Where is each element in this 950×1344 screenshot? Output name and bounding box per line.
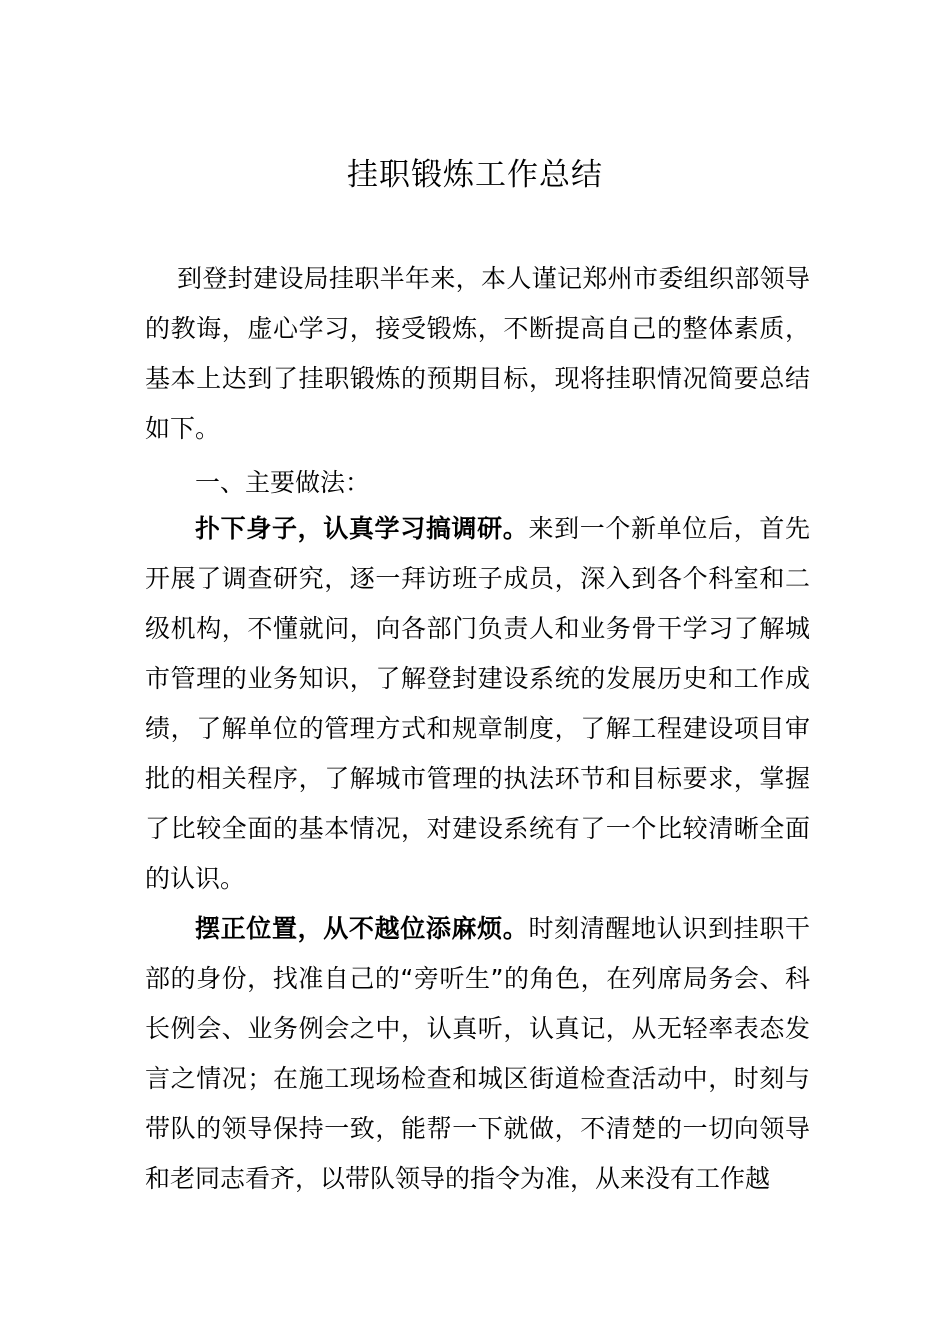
document-title: 挂职锻炼工作总结 bbox=[347, 157, 603, 193]
paragraph-lead-text: 扑下身子，认真学习搞调研。 bbox=[195, 514, 529, 543]
intro-paragraph: 到登封建设局挂职半年来，本人谨记郑州市委组织部领导的教诲，虚心学习，接受锻炼，不断提高自己的整体素质，基本上达到了挂职锻炼的预期目标，现将挂职情况简要总结如下。 bbox=[145, 264, 810, 443]
section-heading: 一、主要做法： bbox=[195, 468, 371, 497]
paragraph-body-text: 来到一个新单位后，首先开展了调查研究，逐一拜访班子成员，深入到各个科室和二级机构，不懂就问，向各部门负责人和业务骨干学习了解城市管理的业务知识，了解登封建设系统的发展历史和工作成绩，了解单位的管理方式和规章制度，了解工程建设项目审批的相关程序，了解城市管理的执法环节和目标要求，掌握了比较全面的基本情况，对建设系统有了一个比较清晰全面的认识。 bbox=[145, 514, 810, 893]
paragraph-study-research bbox=[145, 504, 810, 904]
paragraph-position bbox=[145, 904, 810, 1204]
paragraph-lead-text: 摆正位置，从不越位添麻烦。 bbox=[195, 914, 529, 943]
paragraph-body-text: 时刻清醒地认识到挂职干部的身份，找准自己的“旁听生”的角色，在列席局务会、科长例会、业务例会之中，认真听，认真记，从无轻率表态发言之情况；在施工现场检查和城区街道检查活动中，时刻与带队的领导保持一致，能帮一下就做，不清楚的一切向领导和老同志看齐，以带队领导的指令为准，从来没有工作越 bbox=[145, 914, 810, 1193]
